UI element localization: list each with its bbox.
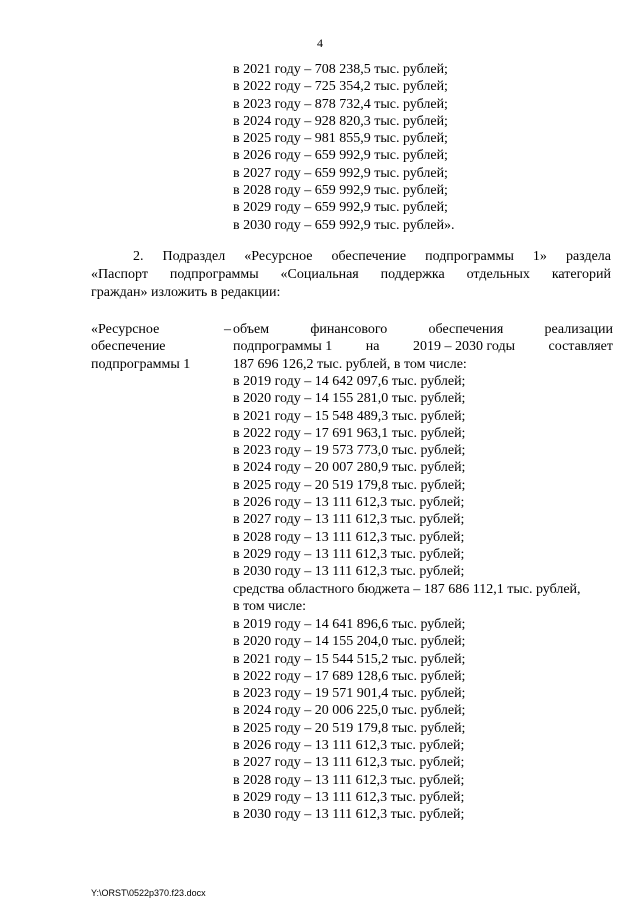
resource-label [91, 321, 231, 373]
summary-word: 2019 – 2030 годы [412, 339, 516, 355]
list-item: в 2025 году – 20 519 179,8 тыс. рублей; [233, 720, 466, 736]
label-word: подпрограммы 1 [91, 356, 191, 372]
list-item: в 2023 году – 19 573 773,0 тыс. рублей; [233, 443, 466, 459]
list-item: в 2030 году – 659 992,9 тыс. рублей». [233, 217, 455, 233]
label-word: «Ресурсное [91, 322, 160, 337]
list-item: в 2027 году – 13 111 612,3 тыс. рублей; [233, 755, 465, 771]
list-item: в 2019 году – 14 642 097,6 тыс. рублей; [233, 374, 466, 389]
list-item: в 2029 году – 659 992,9 тыс. рублей; [233, 200, 448, 216]
paragraph-line: «Паспорт подпрограммы «Социальная поддержка отдельных категорий [91, 267, 611, 282]
list-item: в 2020 году – 14 155 281,0 тыс. рублей; [233, 391, 466, 407]
list-item: в 2022 году – 17 691 963,1 тыс. рублей; [233, 425, 466, 441]
file-path-footer: Y:\ORST\0522p370.f23.docx [91, 888, 206, 898]
list-item: в 2029 году – 13 111 612,3 тыс. рублей; [233, 546, 465, 562]
list-item: в 2019 году – 14 641 896,6 тыс. рублей; [233, 617, 466, 632]
summary-word: подпрограммы 1 [233, 339, 333, 355]
list-item: в 2025 году – 981 855,9 тыс. рублей; [233, 131, 448, 147]
list-item: в 2024 году – 20 007 280,9 тыс. рублей; [233, 460, 466, 476]
list-item: в 2023 году – 19 571 901,4 тыс. рублей; [233, 686, 466, 702]
list-item: в 2030 году – 13 111 612,3 тыс. рублей; [233, 564, 465, 580]
regional-budget-line: средства областного бюджета – 187 686 112,1 тыс. рублей, [233, 582, 581, 597]
regional-budget-line: в том числе: [233, 599, 306, 615]
list-item: в 2026 году – 13 111 612,3 тыс. рублей; [233, 495, 465, 511]
label-dash: – [224, 322, 231, 337]
summary-word: на [365, 339, 380, 355]
list-item: в 2021 году – 15 548 489,3 тыс. рублей; [233, 408, 466, 424]
list-item: в 2026 году – 659 992,9 тыс. рублей; [233, 148, 448, 164]
summary-word: составляет [548, 339, 613, 355]
list-item: в 2020 году – 14 155 204,0 тыс. рублей; [233, 634, 466, 650]
list-item: в 2027 году – 659 992,9 тыс. рублей; [233, 165, 448, 181]
summary-word: реализации [544, 322, 613, 337]
regional-funding-list [233, 616, 465, 824]
list-item: в 2026 году – 13 111 612,3 тыс. рублей; [233, 738, 465, 754]
label-word: обеспечение [91, 339, 166, 355]
list-item: в 2021 году – 15 544 515,2 тыс. рублей; [233, 651, 466, 667]
list-item: в 2023 году – 878 732,4 тыс. рублей; [233, 96, 448, 112]
summary-word: обеспечения [428, 322, 504, 337]
list-item: в 2028 году – 13 111 612,3 тыс. рублей; [233, 772, 465, 788]
list-item: в 2028 году – 659 992,9 тыс. рублей; [233, 183, 448, 199]
list-item: в 2028 году – 13 111 612,3 тыс. рублей; [233, 529, 465, 545]
list-item: в 2022 году – 725 354,2 тыс. рублей; [233, 79, 448, 95]
page-number: 4 [317, 36, 323, 50]
top-funding-list [233, 61, 455, 234]
list-item: в 2029 году – 13 111 612,3 тыс. рублей; [233, 789, 465, 805]
list-item: в 2021 году – 708 238,5 тыс. рублей; [233, 62, 448, 77]
list-item: в 2024 году – 20 006 225,0 тыс. рублей; [233, 703, 466, 719]
paragraph-line: граждан» изложить в редакции: [91, 285, 281, 300]
list-item: в 2022 году – 17 689 128,6 тыс. рублей; [233, 668, 466, 684]
list-item: в 2025 году – 20 519 179,8 тыс. рублей; [233, 477, 466, 493]
list-item: в 2030 году – 13 111 612,3 тыс. рублей; [233, 807, 465, 823]
list-item: в 2027 году – 13 111 612,3 тыс. рублей; [233, 512, 465, 528]
funding-summary [233, 321, 613, 373]
total-funding-list [233, 373, 465, 581]
regional-budget-heading [233, 581, 613, 616]
amendment-paragraph [91, 248, 611, 302]
list-item: в 2024 году – 928 820,3 тыс. рублей; [233, 113, 448, 129]
summary-word: объем [233, 322, 270, 337]
summary-word: финансового [310, 322, 388, 337]
paragraph-line: 2. Подраздел «Ресурсное обеспечение подпрограммы 1» раздела [133, 249, 611, 264]
summary-total: 187 696 126,2 тыс. рублей, в том числе: [233, 356, 467, 372]
